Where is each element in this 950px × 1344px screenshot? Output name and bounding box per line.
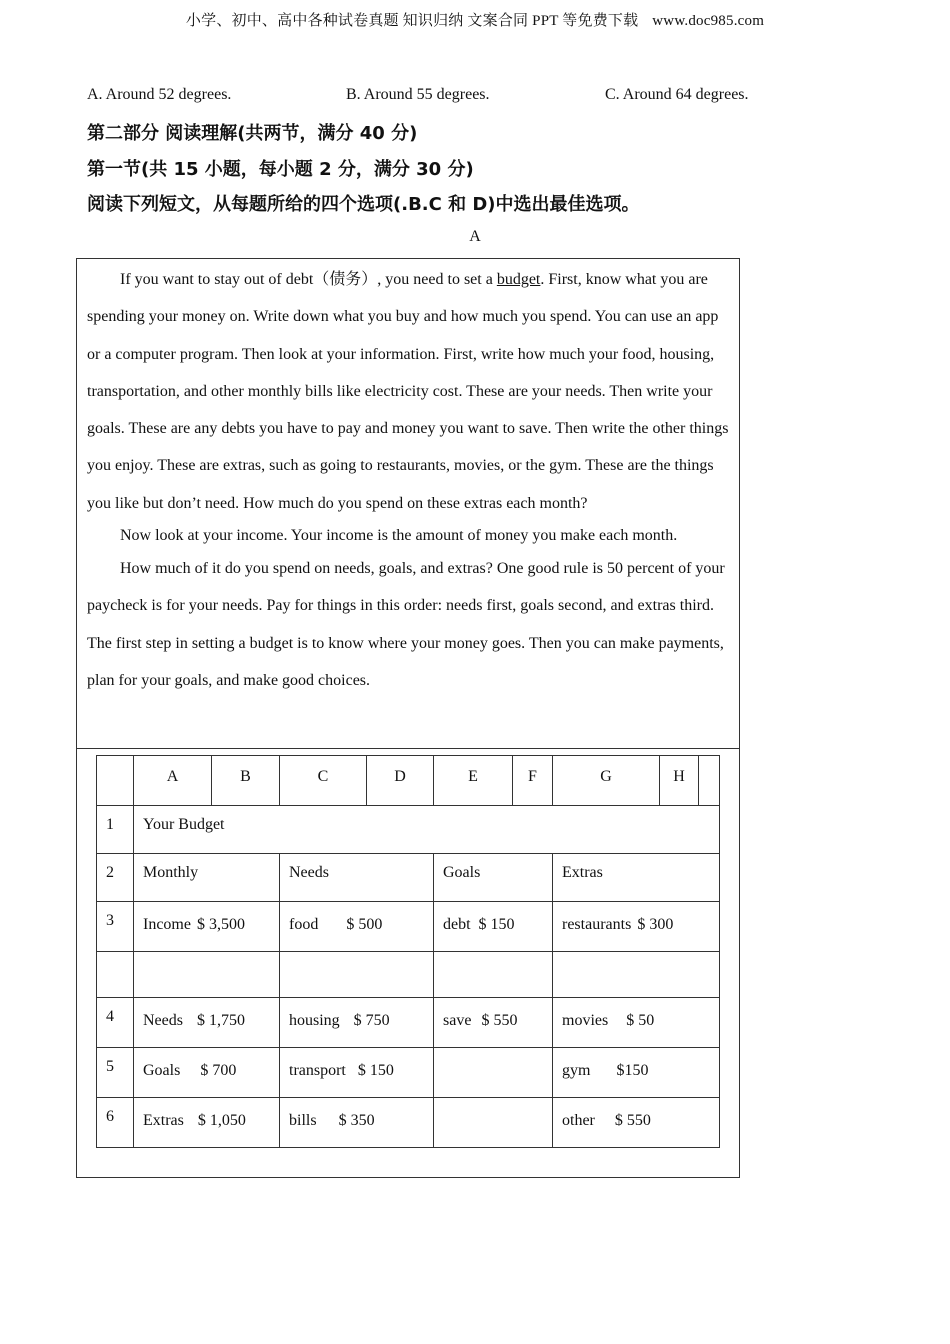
extras-cell [553, 1098, 720, 1148]
corner-cell [97, 756, 134, 806]
cell-label: restaurants [562, 916, 632, 933]
col-header-g: G [553, 756, 660, 806]
frame-divider [77, 748, 739, 749]
cell-label: gym [562, 1062, 591, 1079]
cell-value: $ 550 [481, 1012, 518, 1029]
p1-rest: . First, know what you are spending your money on. Write down what you buy and how much you spend. You can use an app or a computer program. Then look at your information. First, write how much your food, housing, transportation, and other monthly bills like electricity cost. These are your needs. Then write your goals. These are any debts you have to pay and money you want to save. Then write the other things you enjoy. These are extras, such as going to restaurants, movies, or the gym. These are the things you like but don’t need. How much do you spend on these extras each month? [87, 271, 729, 512]
passage-text [87, 261, 732, 699]
budget-word: budget [496, 271, 541, 288]
cell-label: bills [289, 1112, 317, 1129]
cell-value: $ 300 [637, 916, 674, 933]
budget-table [96, 755, 720, 1148]
cell-label: Income [143, 916, 191, 933]
cell-label: Needs [143, 1012, 183, 1029]
p1-start: If you want to stay out of debt（债务）, you need to set a [120, 271, 497, 288]
instruction-heading: 阅读下列短文，从每题所给的四个选项(.B.C 和 D)中选出最佳选项。 [87, 194, 640, 215]
cell-value: $ 750 [353, 1012, 390, 1029]
col-header-c: C [280, 756, 367, 806]
row-number: 6 [97, 1098, 134, 1148]
monthly-cell [134, 902, 280, 952]
needs-cell [280, 1048, 434, 1098]
column-header-row [97, 756, 720, 806]
cell-value: $ 350 [338, 1112, 375, 1129]
table-row [97, 806, 720, 854]
empty-cell [280, 952, 434, 998]
goals-cell [434, 1048, 553, 1098]
col-header-b: B [212, 756, 280, 806]
goals-heading: Goals [434, 854, 553, 902]
cell-value: $ 150 [478, 916, 515, 933]
cell-label: housing [289, 1012, 340, 1029]
needs-cell [280, 998, 434, 1048]
passage-paragraph-1 [87, 261, 732, 522]
cell-value: $ 150 [357, 1062, 394, 1079]
table-row-empty [97, 952, 720, 998]
budget-title: Your Budget [134, 806, 720, 854]
table-row [97, 1098, 720, 1148]
cell-label: movies [562, 1012, 609, 1029]
empty-cell [134, 952, 280, 998]
row-number: 4 [97, 998, 134, 1048]
header-text: 小学、初中、高中各种试卷真题 知识归纳 文案合同 PPT 等免费下载 [185, 13, 639, 29]
cell-value: $ 3,500 [196, 916, 245, 933]
row-number: 1 [97, 806, 134, 854]
monthly-cell [134, 1098, 280, 1148]
row-number: 5 [97, 1048, 134, 1098]
passage-paragraph-2: Now look at your income. Your income is the amount of money you make each month. [120, 527, 678, 545]
empty-cell [434, 952, 553, 998]
col-header-d: D [367, 756, 434, 806]
page-header [0, 9, 950, 30]
cell-value: $ 550 [614, 1112, 651, 1129]
extras-cell [553, 1048, 720, 1098]
col-header-h: H [660, 756, 699, 806]
section-part-heading: 第二部分 阅读理解(共两节，满分 40 分) [87, 123, 418, 144]
goals-cell [434, 1098, 553, 1148]
needs-cell [280, 1098, 434, 1148]
row-number: 2 [97, 854, 134, 902]
subsection-heading: 第一节(共 15 小题，每小题 2 分，满分 30 分) [87, 159, 474, 180]
table-row [97, 998, 720, 1048]
cell-value: $ 1,750 [196, 1012, 245, 1029]
monthly-cell [134, 998, 280, 1048]
extras-cell [553, 998, 720, 1048]
extras-heading: Extras [553, 854, 720, 902]
col-header-a: A [134, 756, 212, 806]
monthly-heading: Monthly [134, 854, 280, 902]
passage-paragraph-3: How much of it do you spend on needs, goals, and extras? One good rule is 50 percent of your paycheck is for your needs. Pay for things in this order: needs first, goals second, and extras third. The first step in setting a budget is to know where your money goes. Then you can make payments, plan for your goals, and make good choices. [87, 560, 725, 689]
goals-cell [434, 998, 553, 1048]
cell-label: save [443, 1012, 472, 1029]
needs-cell [280, 902, 434, 952]
option-b: B. Around 55 degrees. [346, 86, 490, 103]
table-row [97, 854, 720, 902]
passage-label: A [469, 228, 481, 245]
option-c: C. Around 64 degrees. [605, 86, 749, 103]
monthly-cell [134, 1048, 280, 1098]
extras-cell [553, 902, 720, 952]
goals-cell [434, 902, 553, 952]
cell-label: food [289, 916, 319, 933]
cell-value: $ 50 [626, 1012, 655, 1029]
cell-label: Extras [143, 1112, 184, 1129]
cell-value: $ 700 [200, 1062, 237, 1079]
option-a: A. Around 52 degrees. [87, 86, 232, 103]
empty-cell [553, 952, 720, 998]
col-header-extra [699, 756, 720, 806]
cell-value: $ 500 [346, 916, 383, 933]
cell-label: transport [289, 1062, 346, 1079]
empty-cell [97, 952, 134, 998]
cell-value: $ 1,050 [197, 1112, 246, 1129]
cell-label: Goals [143, 1062, 181, 1079]
col-header-e: E [434, 756, 513, 806]
cell-value: $150 [616, 1062, 649, 1079]
row-number: 3 [97, 902, 134, 952]
table-row [97, 1048, 720, 1098]
cell-label: debt [443, 916, 471, 933]
col-header-f: F [513, 756, 553, 806]
table-row [97, 902, 720, 952]
header-site: www.doc985.com [652, 13, 765, 29]
needs-heading: Needs [280, 854, 434, 902]
cell-label: other [562, 1112, 595, 1129]
